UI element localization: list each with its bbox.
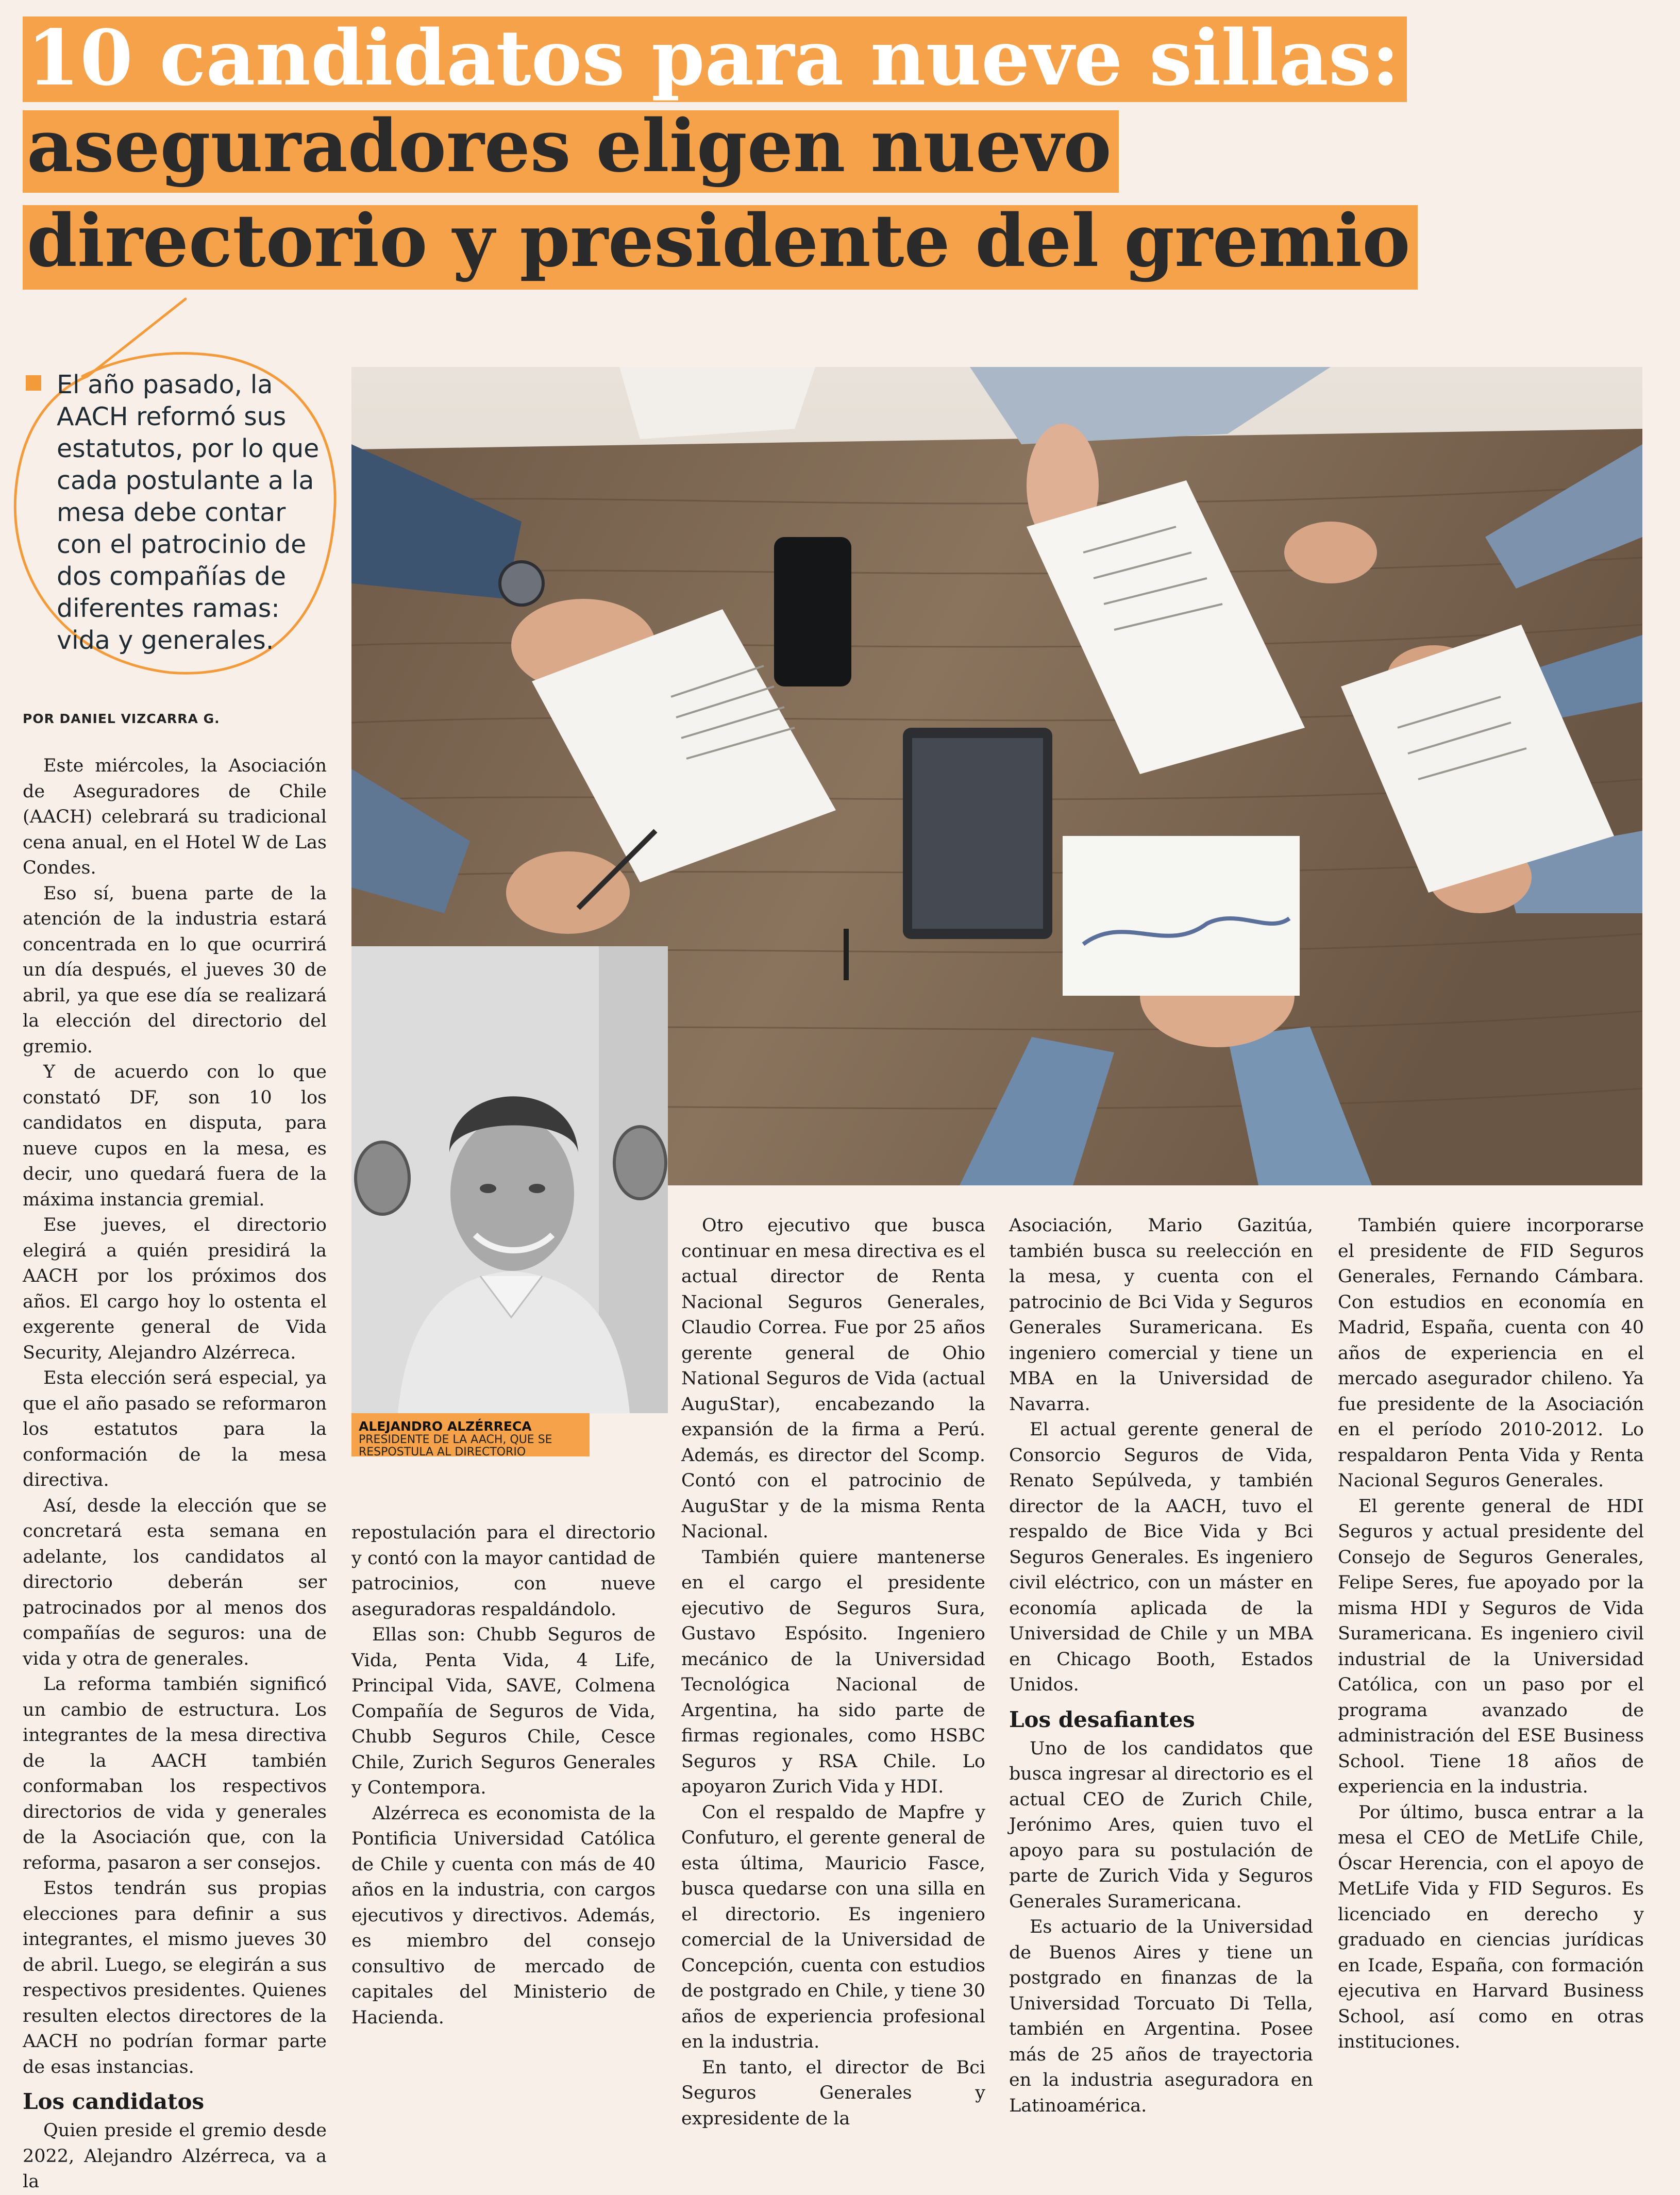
- paragraph: También quiere incorporarse el presidente de FID Seguros Generales, Fernando Cámbara. Con estudios en economía en Madrid, España, cuenta con 40 años de experiencia en el mercado asegurador chileno. Ya fue presidente de la Asociación en el período 2010-2012. Lo respaldaron Penta Vida y Renta Nacional Seguros Generales.: [1338, 1215, 1644, 1491]
- paragraph: Alzérreca es economista de la Pontificia Universidad Católica de Chile y cuenta con más de 40 años en la industria, con cargos ejecutivos y directivos. Además, es miembro del consejo consultivo de mercado de capitales del Ministerio de Hacienda.: [351, 1803, 656, 2028]
- paragraph: También quiere mantenerse en el cargo el presidente ejecutivo de Seguros Sura, Gustavo Espósito. Ingeniero mecánico de la Universidad Tecnológica Nacional de Argentina, ha sido parte de firmas regionales, como HSBC Seguros y RSA Chile. Lo apoyaron Zurich Vida y HDI.: [681, 1547, 985, 1797]
- paragraph: Eso sí, buena parte de la atención de la industria estará concentrada en lo que ocurrirá un día después, el jueves 30 de abril, ya que ese día se realizará la elección del directorio del gremio.: [23, 883, 327, 1057]
- portrait-caption: [351, 1413, 590, 1459]
- byline: POR DANIEL VIZCARRA G.: [23, 711, 220, 726]
- body-column-1: [23, 753, 327, 2195]
- paragraph: La reforma también significó un cambio de estructura. Los integrantes de la mesa directiva de la AACH también conformaban los respectivos directorios de vida y generales de la Asociación que, con la reforma, pasaron a ser consejos.: [23, 1674, 327, 1873]
- body-column-4: [1009, 1213, 1313, 2119]
- headline-line-1: 10 candidatos para nueve sillas:: [23, 16, 1407, 102]
- body-column-3: [681, 1213, 985, 2132]
- paragraph: Es actuario de la Universidad de Buenos Aires y tiene un postgrado en finanzas de la Universidad Torcuato Di Tella, también en Argentina. Posee más de 25 años de trayectoria en la industria aseguradora en Latinoamérica.: [1009, 1917, 1313, 2116]
- lead-paragraph: El año pasado, la AACH reformó sus estatutos, por lo que cada postulante a la mesa debe contar con el patrocinio de dos compañías de diferentes ramas: vida y generales.: [57, 370, 320, 655]
- body-column-5: [1338, 1213, 1644, 2055]
- headline-line-3: directorio y presidente del gremio: [23, 205, 1418, 290]
- headline-line-2: aseguradores eligen nuevo: [23, 110, 1119, 193]
- paragraph: Así, desde la elección que se concretará esta semana en adelante, los candidatos al directorio deberán ser patrocinados por al menos dos compañías de seguros: una de vida y otra de generales.: [23, 1495, 327, 1669]
- paragraph: repostulación para el directorio y contó con la mayor cantidad de patrocinios, con nueve aseguradoras respaldándolo.: [351, 1522, 656, 1620]
- paragraph: El gerente general de HDI Seguros y actual presidente del Consejo de Seguros Generales, Felipe Seres, fue apoyado por la misma HDI y Seguros de Vida Suramericana. Es ingeniero civil industrial de la Universidad Católica, con un paso por el programa avanzado de administración del ESE Business School. Tiene 18 años de experiencia en la industria.: [1338, 1496, 1644, 1797]
- paragraph: Y de acuerdo con lo que constató DF, son 10 los candidatos en disputa, para nueve cupos en la mesa, es decir, uno quedará fuera de la máxima instancia gremial.: [23, 1062, 327, 1210]
- subhead-desafiantes: Los desafiantes: [1009, 1706, 1195, 1732]
- paragraph: Este miércoles, la Asociación de Aseguradores de Chile (AACH) celebrará su tradicional cena anual, en el Hotel W de Las Condes.: [23, 756, 327, 878]
- caption-role: PRESIDENTE DE LA AACH, QUE SE RESPOSTULA AL DIRECTORIO: [359, 1433, 552, 1459]
- paragraph: Otro ejecutivo que busca continuar en mesa directiva es el actual director de Renta Nacional Seguros Generales, Claudio Correa. Fue por 25 años gerente general de Ohio National Seguros de Vida (actual AuguStar), encabezando la expansión de la firma a Perú. Además, es director del Scomp. Contó con el patrocinio de AuguStar y de la misma Renta Nacional.: [681, 1215, 985, 1542]
- paragraph: Esta elección será especial, ya que el año pasado se reformaron los estatutos para la conformación de la mesa directiva.: [23, 1368, 327, 1490]
- paragraph: Por último, busca entrar a la mesa el CEO de MetLife Chile, Óscar Herencia, con el apoyo de MetLife Vida y FID Seguros. Es licenciado en derecho y graduado en ciencias jurídicas en Icade, España, con formación ejecutiva en Harvard Business School, así como en otras instituciones.: [1338, 1802, 1644, 2052]
- subhead-candidatos: Los candidatos: [23, 2089, 205, 2114]
- paragraph: Con el respaldo de Mapfre y Confuturo, el gerente general de esta última, Mauricio Fasce, busca quedarse con una silla en el directorio. Es ingeniero comercial de la Universidad de Concepción, cuenta con estudios de postgrado en Chile, y tiene 30 años de experiencia profesional en la industria.: [681, 1802, 985, 2052]
- body-column-2: [351, 1520, 656, 2031]
- paragraph: Asociación, Mario Gazitúa, también busca su reelección en la mesa, y cuenta con el patrocinio de Bci Vida y Seguros Generales Suramericana. Es ingeniero comercial y tiene un MBA en la Universidad de Navarra.: [1009, 1215, 1313, 1415]
- paragraph: En tanto, el director de Bci Seguros Generales y expresidente de la: [681, 2057, 985, 2129]
- caption-name: ALEJANDRO ALZÉRRECA: [359, 1419, 532, 1434]
- lead-bullet: [26, 375, 41, 391]
- paragraph: Ellas son: Chubb Seguros de Vida, Penta Vida, 4 Life, Principal Vida, SAVE, Colmena Compañía de Seguros de Vida, Chubb Seguros Chile, Cesce Chile, Zurich Seguros Generales y Contempora.: [351, 1624, 656, 1798]
- paragraph: Uno de los candidatos que busca ingresar al directorio es el actual CEO de Zurich Chile, Jerónimo Ares, quien tuvo el apoyo para su postulación de parte de Zurich Vida y Seguros Generales Suramericana.: [1009, 1738, 1313, 1912]
- paragraph: Estos tendrán sus propias elecciones para definir a sus integrantes, el mismo jueves 30 de abril. Luego, se elegirán a sus respectivos presidentes. Quienes resulten electos directores de la AACH no podrían formar parte de esas instancias.: [23, 1878, 327, 2077]
- portrait-photo: [351, 946, 668, 1413]
- paragraph: Ese jueves, el directorio elegirá a quién presidirá la AACH por los próximos dos años. El cargo hoy lo ostenta el exgerente general de Vida Security, Alejandro Alzérreca.: [23, 1215, 327, 1363]
- paragraph: Quien preside el gremio desde 2022, Alejandro Alzérreca, va a la: [23, 2120, 327, 2192]
- paragraph: El actual gerente general de Consorcio Seguros de Vida, Renato Sepúlveda, y también director de la AACH, tuvo el respaldo de Bice Vida y Bci Seguros Generales. Es ingeniero civil eléctrico, con un máster en economía aplicada de la Universidad de Chile y un MBA en Chicago Booth, Estados Unidos.: [1009, 1419, 1313, 1695]
